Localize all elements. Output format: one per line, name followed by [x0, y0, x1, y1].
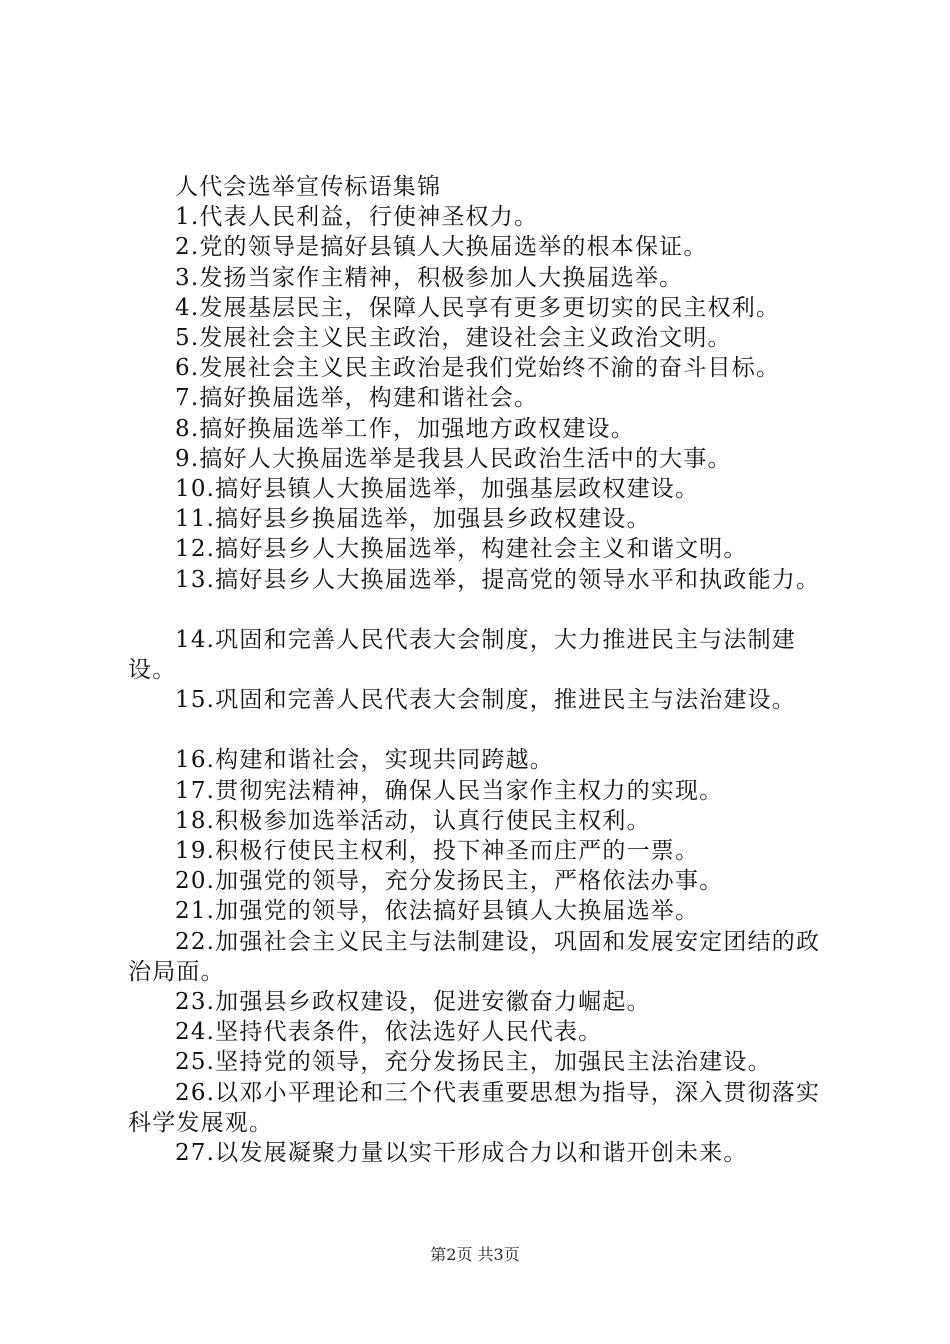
slogan-item-11: 11.搞好县乡换届选举，加强县乡政权建设。 [175, 506, 651, 533]
slogan-item-25: 25.坚持党的领导，充分发扬民主，加强民主法治建设。 [175, 1049, 772, 1076]
slogan-item-8: 8.搞好换届选举工作，加强地方政权建设。 [175, 415, 635, 442]
slogan-item-13: 13.搞好县乡人大换届选举，提高党的领导水平和执政能力。 [175, 566, 821, 593]
slogan-item-14: 14.巩固和完善人民代表大会制度，大力推进民主与法制建设。 [128, 626, 796, 684]
slogan-item-19: 19.积极行使民主权利，投下神圣而庄严的一票。 [175, 838, 700, 865]
slogan-item-27: 27.以发展凝聚力量以实干形成合力以和谐开创未来。 [175, 1140, 748, 1167]
slogan-item-22: 22.加强社会主义民主与法制建设，巩固和发展安定团结的政治局面。 [128, 928, 821, 985]
slogan-item-23: 23.加强县乡政权建设，促进安徽奋力崛起。 [175, 989, 651, 1016]
slogan-item-2: 2.党的领导是搞好县镇人大换届选举的根本保证。 [175, 234, 708, 261]
paragraph-gap [128, 595, 840, 625]
slogan-item-6: 6.发展社会主义民主政治是我们党始终不渝的奋斗目标。 [175, 355, 781, 382]
document-body [128, 172, 840, 1168]
slogan-item-5: 5.发展社会主义民主政治，建设社会主义政治文明。 [175, 325, 732, 352]
slogan-item-15: 15.巩固和完善人民代表大会制度，推进民主与法治建设。 [175, 687, 796, 714]
slogan-item-12: 12.搞好县乡人大换届选举，构建社会主义和谐文明。 [175, 536, 748, 563]
slogan-item-1: 1.代表人民利益，行使神圣权力。 [175, 204, 539, 231]
slogan-item-3: 3.发扬当家作主精神，积极参加人大换届选举。 [175, 264, 684, 291]
slogan-item-21: 21.加强党的领导，依法搞好县镇人大换届选举。 [175, 898, 700, 925]
page-number-footer: 第2页 共3页 [430, 1245, 520, 1264]
slogan-item-26: 26.以邓小平理论和三个代表重要思想为指导，深入贯彻落实科学发展观。 [128, 1079, 821, 1136]
paragraph-gap [128, 715, 840, 745]
slogan-item-17: 17.贯彻宪法精神，确保人民当家作主权力的实现。 [175, 777, 724, 804]
document-title: 人代会选举宣传标语集锦 [175, 174, 442, 200]
slogan-item-4: 4.发展基层民主，保障人民享有更多更切实的民主权利。 [175, 294, 781, 321]
slogan-item-16: 16.构建和谐社会，实现共同跨越。 [175, 747, 554, 774]
slogan-item-24: 24.坚持代表条件，依法选好人民代表。 [175, 1019, 603, 1046]
slogan-item-18: 18.积极参加选举活动，认真行使民主权利。 [175, 807, 651, 834]
slogan-item-9: 9.搞好人大换届选举是我县人民政治生活中的大事。 [175, 445, 732, 472]
slogan-item-10: 10.搞好县镇人大换届选举，加强基层政权建设。 [175, 476, 700, 503]
slogan-item-20: 20.加强党的领导，充分发扬民主，严格依法办事。 [175, 868, 724, 895]
slogan-item-7: 7.搞好换届选举，构建和谐社会。 [175, 385, 539, 412]
